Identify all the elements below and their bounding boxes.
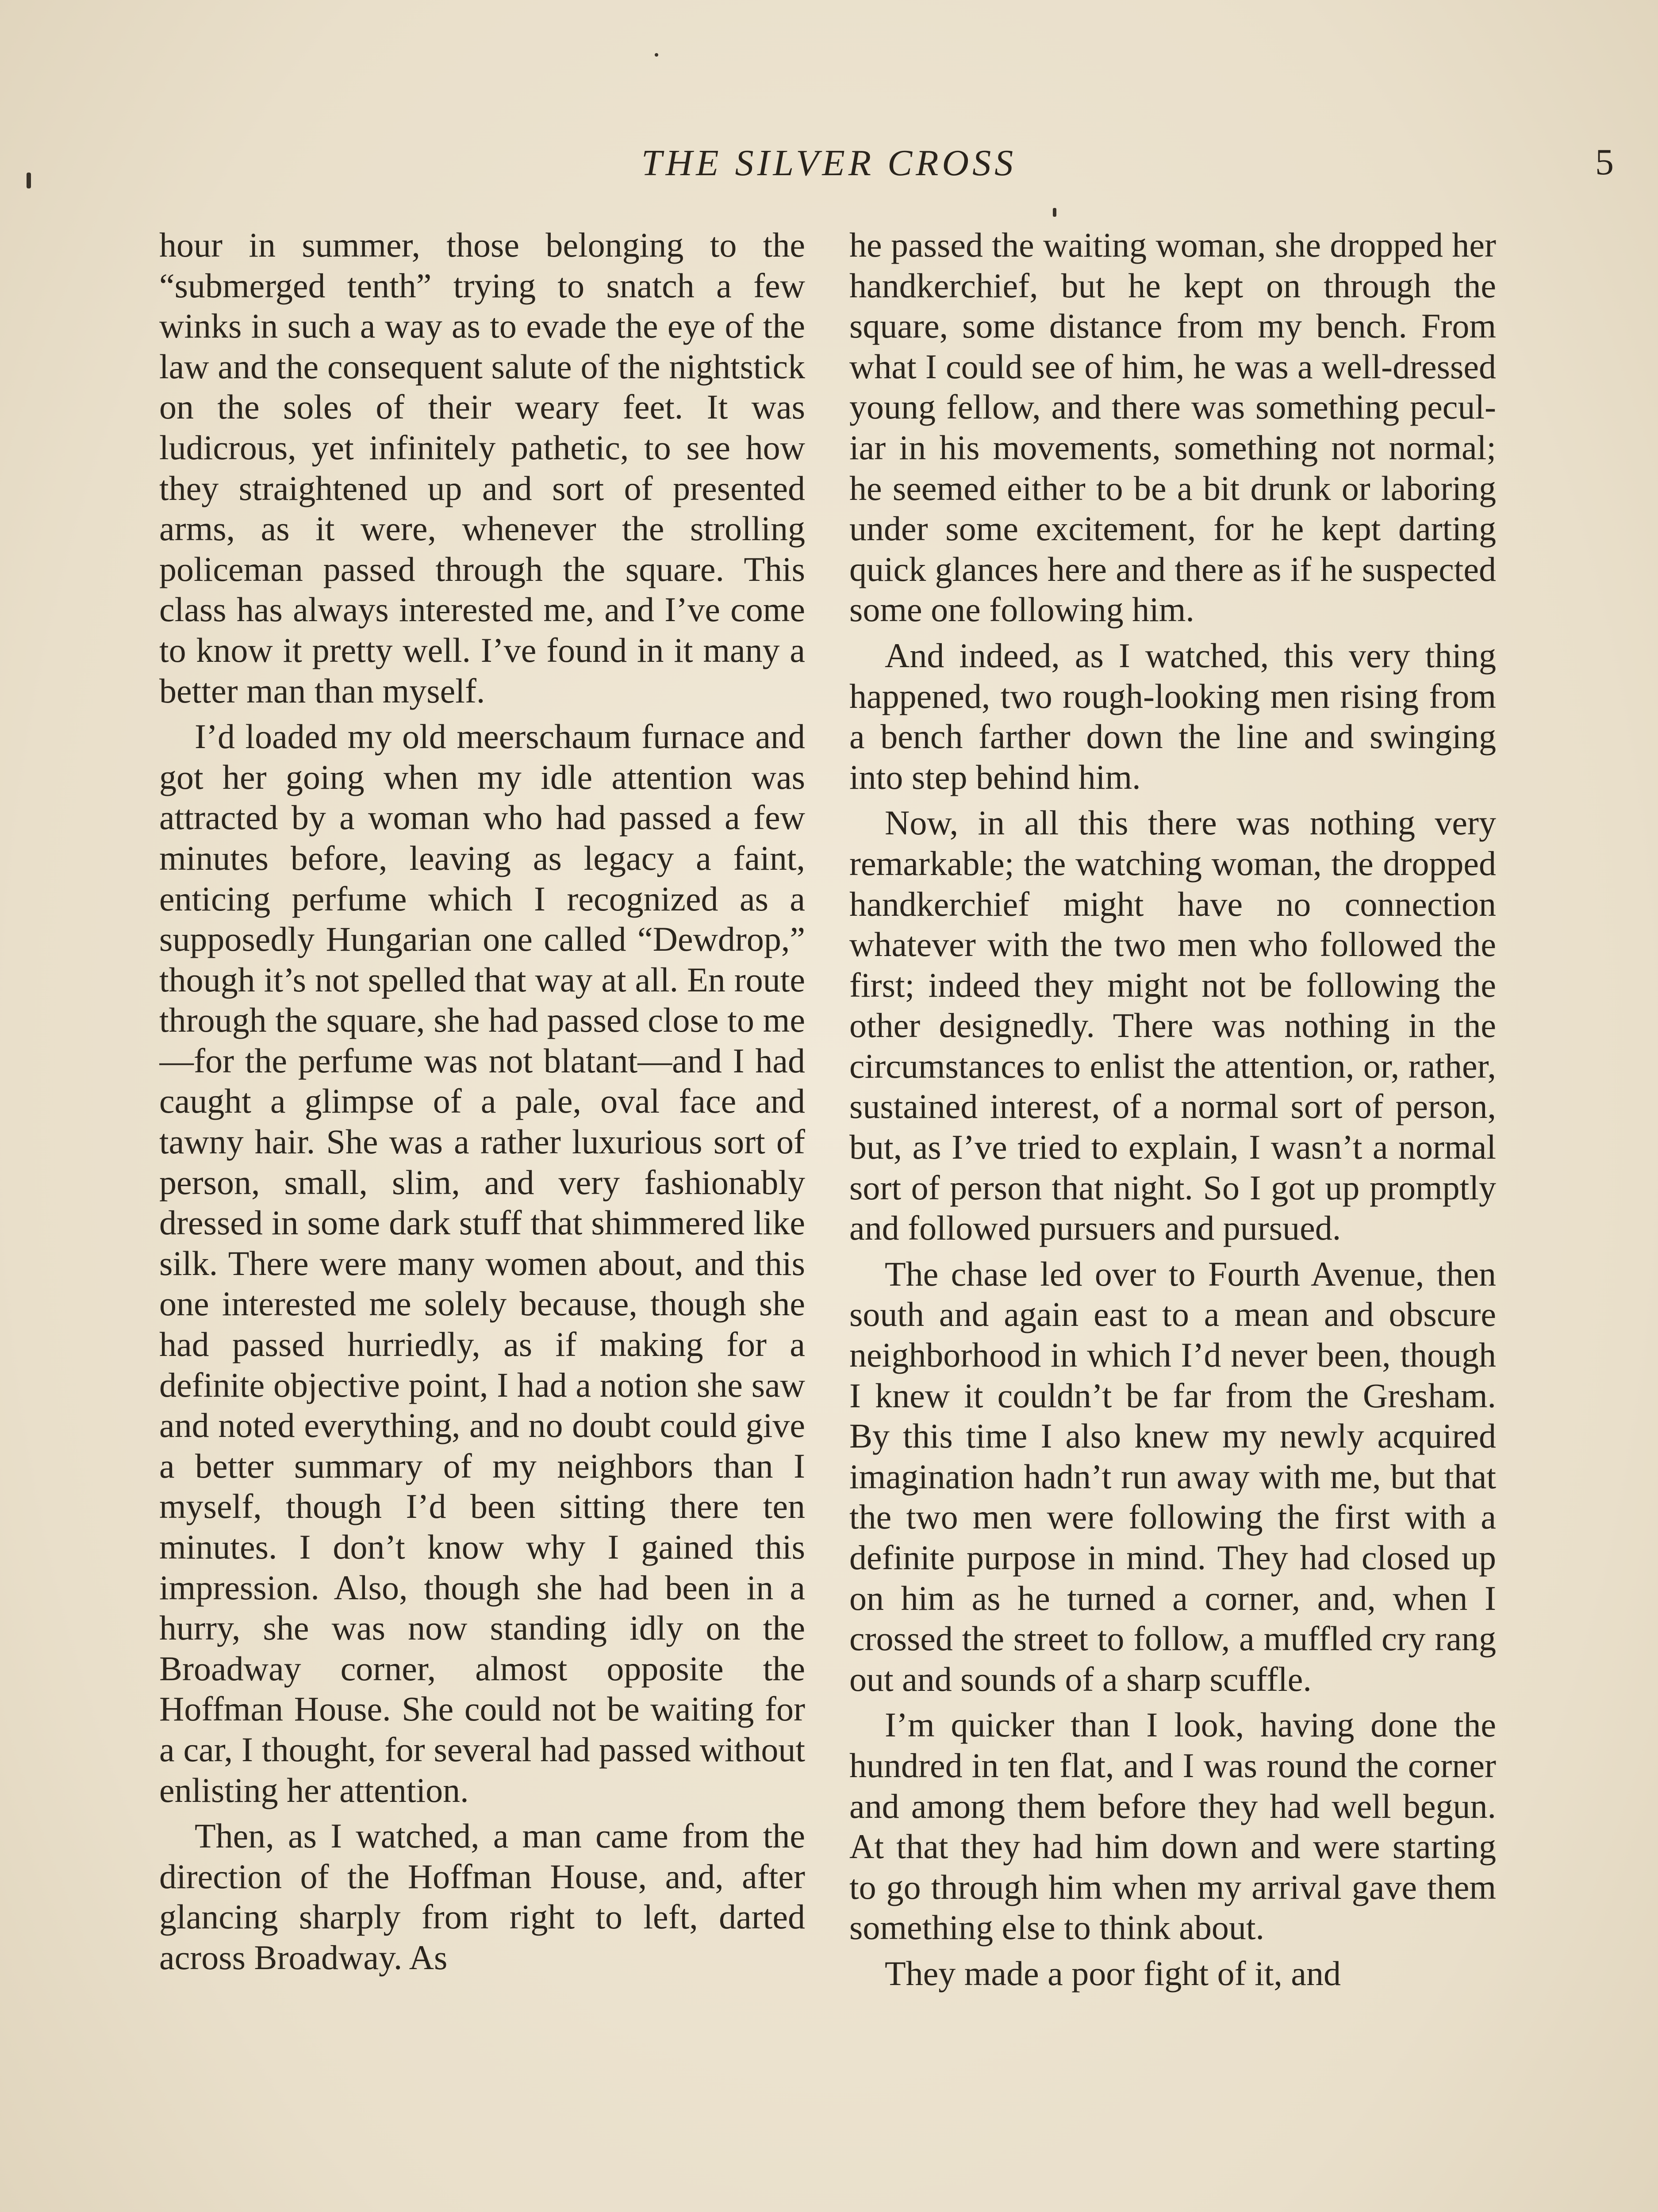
paper-speck — [655, 53, 658, 57]
paragraph: And indeed, as I watched, this very thing happened, two rough-looking men rising from a bench farther down the line and swinging into step behind him. — [849, 636, 1496, 796]
running-title: THE SILVER CROSS — [641, 142, 1017, 184]
paragraph: he passed the waiting woman, she dropped her handkerchief, but he kept on through the square, some distance from my bench. From what I could see of him, he was a well-dressed young fellow, and there was something peculiar in his movements, something not normal; he seemed either to be a bit drunk or laboring under some excitement, for he kept darting quick glances here and there as if he suspected some one following him. — [849, 226, 1496, 629]
paragraph: I’m quicker than I look, having done the hundred in ten flat, and I was round the corner and among them before they had well begun. At that they had him down and were starting to go through him when my arrival gave them something else to think about. — [849, 1705, 1496, 1947]
paragraph: The chase led over to Fourth Avenue, then south and again east to a mean and obscure neighborhood in which I’d never been, though I knew it couldn’t be far from the Gresham. By this time I also knew my newly acquired imagination hadn’t run away with me, but that the two men were following the first with a definite purpose in mind. They had closed up on him as he turned a corner, and, when I crossed the street to follow, a muffled cry rang out and sounds of a sharp scuffle. — [849, 1254, 1496, 1698]
page-number: 5 — [1595, 142, 1614, 183]
paper-speck — [1053, 208, 1056, 217]
paper-speck — [27, 173, 31, 188]
paragraph: They made a poor fight of it, and — [885, 1954, 1341, 1993]
paragraph: Then, as I watched, a man came from the direction of the Hoffman House, and, after glancing sharply from right to left, darted across Broadway. As — [159, 1816, 805, 1977]
paragraph: hour in summer, those belonging to the “submerged tenth” trying to snatch a few winks in such a way as to evade the eye of the law and the consequent salute of the nightstick on the soles of their weary feet. It was ludicrous, yet infinitely pathetic, to see how they straightened up and sort of presented arms, as it were, whenever the strolling policeman passed through the square. This class has always interested me, and I’ve come to know it pretty well. I’ve found in it many a better man than myself. — [159, 226, 805, 710]
right-text-column — [849, 225, 1496, 2212]
left-text-column — [159, 225, 805, 2212]
paragraph: I’d loaded my old meerschaum furnace and got her going when my idle attention was attracted by a woman who had passed a few minutes before, leaving as legacy a faint, enticing perfume which I recognized as a supposedly Hungarian one called “Dewdrop,” though it’s not spelled that way at all. En route through the square, she had passed close to me—for the perfume was not blatant—and I had caught a glimpse of a pale, oval face and tawny hair. She was a rather luxurious sort of person, small, slim, and very fashionably dressed in some dark stuff that shimmered like silk. There were many women about, and this one interested me solely because, though she had passed hurriedly, as if making for a definite objective point, I had a notion she saw and noted everything, and no doubt could give a better summary of my neighbors than I myself, though I’d been sitting there ten minutes. I don’t know why I gained this impression. Also, though she had been in a hurry, she was now standing idly on the Broadway corner, almost opposite the Hoffman House. She could not be waiting for a car, I thought, for several had passed without enlisting her attention. — [159, 717, 805, 1809]
paragraph: Now, in all this there was nothing very remarkable; the watching woman, the dropped handkerchief might have no connection whatever with the two men who followed the first; indeed they might not be following the other designedly. There was nothing in the circumstances to enlist the attention, or, rather, sustained interest, of a normal sort of person, but, as I’ve tried to explain, I wasn’t a normal sort of person that night. So I got up promptly and followed pursuers and pursued. — [849, 803, 1496, 1248]
